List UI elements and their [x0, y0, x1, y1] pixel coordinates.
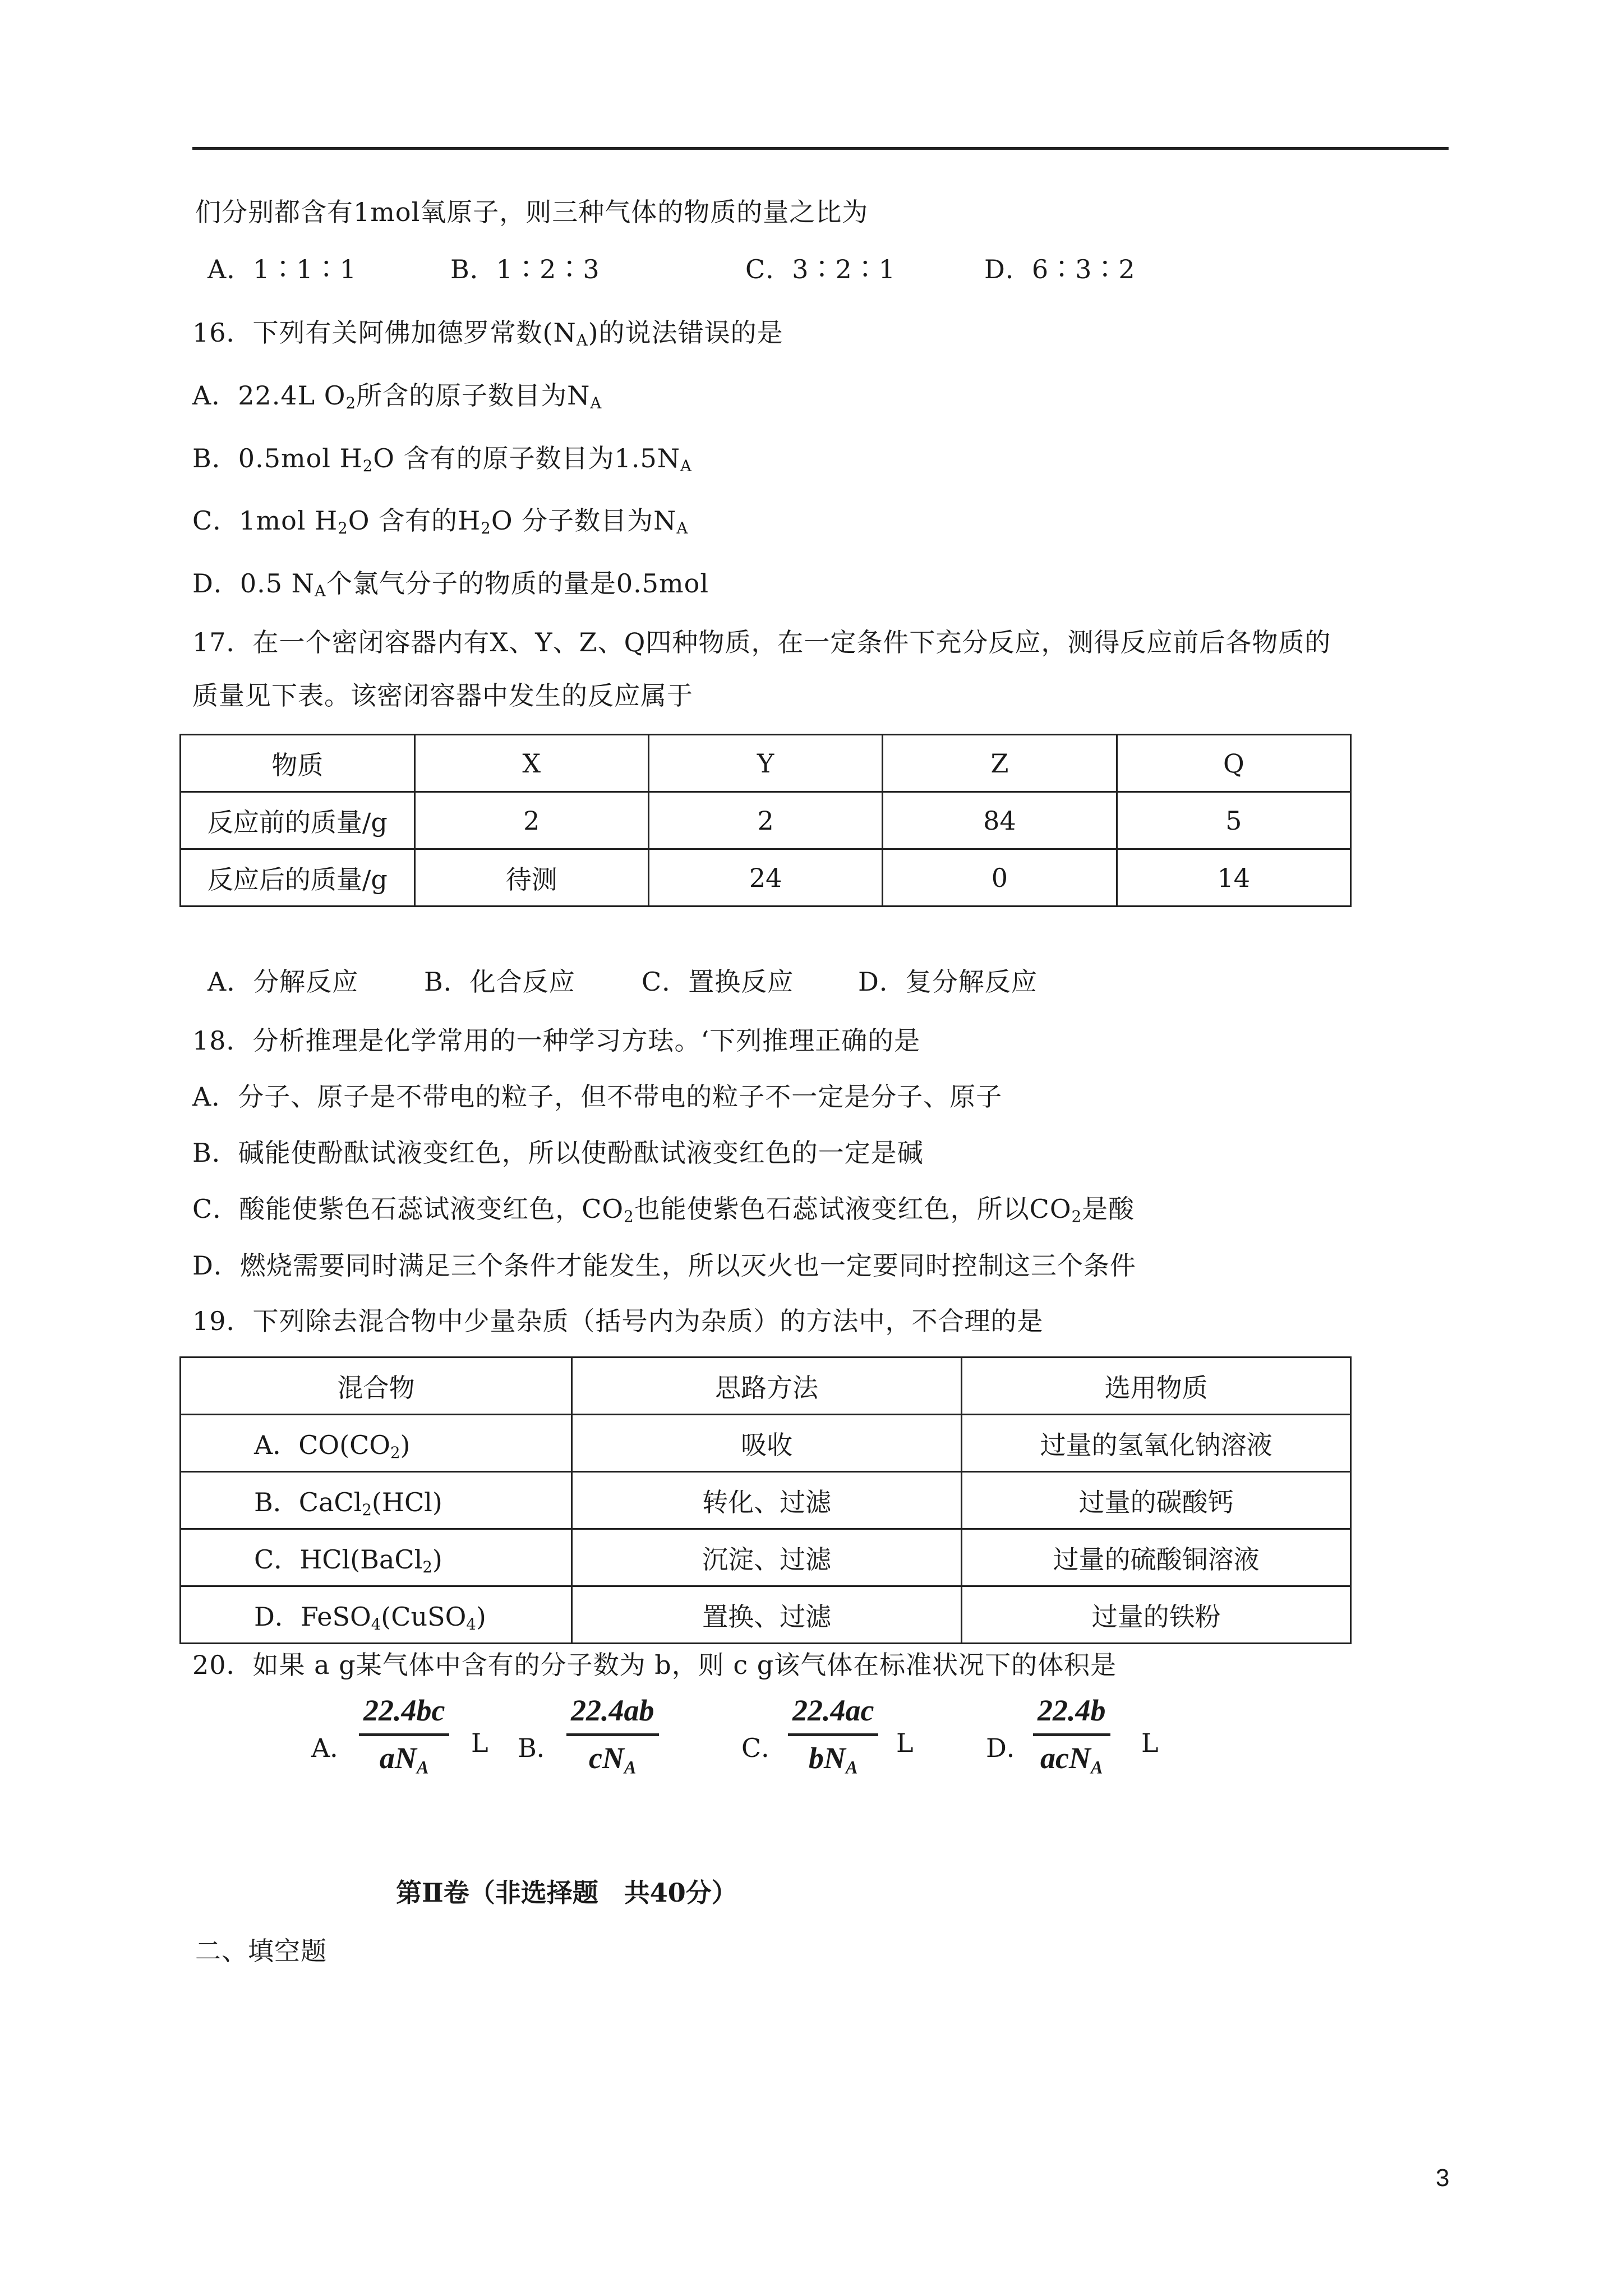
q20-option-c-label: C． [741, 1733, 787, 1763]
table-cell: X [414, 735, 648, 792]
table-cell: 沉淀、过滤 [572, 1529, 962, 1586]
table-row [181, 1472, 1351, 1529]
q16-option-d: D．0.5 $N_A$个氯气分子的物质的量是0.5mol [192, 568, 709, 600]
q17-option-d: D．复分解反应 [858, 967, 1038, 997]
q20-option-d-label: D． [986, 1733, 1032, 1763]
q20-option-d-unit: L [1141, 1728, 1159, 1758]
table-cell: 思路方法 [572, 1358, 962, 1415]
q20-option-c-fraction: 22.4ac $bN_A$ [788, 1693, 878, 1775]
q18-option-c: C．酸能使紫色石蕊试液变红色，$CO_2$也能使紫色石蕊试液变红色，所以$CO_2$是酸 [192, 1194, 1135, 1226]
table-cell: 吸收 [572, 1415, 962, 1472]
table-row [181, 1529, 1351, 1586]
table-cell: Y [648, 735, 882, 792]
q18-option-b: B．碱能使酚酞试液变红色，所以使酚酞试液变红色的一定是碱 [192, 1138, 924, 1168]
q20-option-b-label: B． [518, 1733, 562, 1763]
q20-stem: 20．如果 a g某气体中含有的分子数为 b，则 c g该气体在标准状况下的体积是 [192, 1650, 1117, 1680]
table-header-row [181, 1358, 1351, 1415]
q17-option-a: A．分解反应 [208, 967, 359, 997]
q20-option-b-fraction: 22.4ab $cN_A$ [566, 1693, 659, 1775]
table-cell: 14 [1117, 849, 1350, 907]
table-cell: Z [883, 735, 1117, 792]
table-cell: 过量的铁粉 [962, 1586, 1351, 1644]
q20-option-c-unit: L [896, 1728, 914, 1758]
table-cell: Q [1117, 735, 1350, 792]
q20-option-a-unit: L [471, 1728, 488, 1758]
q15-option-b: B．1∶2∶3 [450, 254, 600, 284]
q19-purification-table [179, 1356, 1352, 1644]
table-cell: 0 [883, 849, 1117, 907]
header-rule [192, 147, 1449, 150]
q15-option-a: A．1∶1∶1 [208, 254, 357, 284]
table-row [181, 1415, 1351, 1472]
q16-option-a: A．22.4L $O_2$所含的原子数目为$N_A$ [192, 380, 602, 412]
q20-option-a-label: A． [311, 1733, 356, 1763]
table-cell: D．FeSO$_4$(CuSO$_4$) [181, 1586, 572, 1644]
table-cell: 过量的硫酸铜溶液 [962, 1529, 1351, 1586]
q16-stem: 16．下列有关阿佛加德罗常数$(N_A)$的说法错误的是 [192, 318, 783, 349]
table-cell: 反应后的质量/g [181, 849, 415, 907]
q17-stem-line1: 17．在一个密闭容器内有X、Y、Z、Q四种物质，在一定条件下充分反应，测得反应前后各物质的 [192, 627, 1331, 657]
table-cell: C．HCl(BaCl$_2$) [181, 1529, 572, 1586]
table-row [181, 792, 1351, 849]
table-cell: 置换、过滤 [572, 1586, 962, 1644]
table-cell: 84 [883, 792, 1117, 849]
q15-option-c: C．3∶2∶1 [745, 254, 896, 284]
table-cell: 选用物质 [962, 1358, 1351, 1415]
table-cell: 过量的碳酸钙 [962, 1472, 1351, 1529]
q16-option-b: B．0.5mol $H_2O$ 含有的原子数目为$1.5N_A$ [192, 443, 692, 475]
table-row [181, 1586, 1351, 1644]
table-cell: 反应前的质量/g [181, 792, 415, 849]
table-row [181, 849, 1351, 907]
table-cell: 转化、过滤 [572, 1472, 962, 1529]
q18-option-d: D．燃烧需要同时满足三个条件才能发生，所以灭火也一定要同时控制这三个条件 [192, 1250, 1136, 1281]
section-ii-title: 第Ⅱ卷（非选择题 共40分） [396, 1878, 737, 1908]
table-cell: 混合物 [181, 1358, 572, 1415]
table-cell: 2 [648, 792, 882, 849]
q18-option-a: A．分子、原子是不带电的粒子，但不带电的粒子不一定是分子、原子 [192, 1082, 1003, 1112]
q18-stem: 18．分析推理是化学常用的一种学习方珐。‘下列推理正确的是 [192, 1025, 921, 1056]
q20-option-d-fraction: 22.4b acN$_A$ [1033, 1693, 1110, 1775]
q16-option-c: C．1mol $H_2O$ 含有的$H_2O$ 分子数目为$N_A$ [192, 505, 689, 537]
table-cell: 2 [414, 792, 648, 849]
q17-mass-table [179, 734, 1352, 907]
q19-stem: 19．下列除去混合物中少量杂质（括号内为杂质）的方法中，不合理的是 [192, 1306, 1044, 1336]
continued-question-text: 们分别都含有1mol氧原子，则三种气体的物质的量之比为 [195, 197, 869, 227]
table-cell: B．CaCl$_2$(HCl) [181, 1472, 572, 1529]
table-cell: 5 [1117, 792, 1350, 849]
q17-stem-line2: 质量见下表。该密闭容器中发生的反应属于 [192, 680, 693, 711]
table-cell: A．$CO(CO_2)$ [181, 1415, 572, 1472]
table-cell: 待测 [414, 849, 648, 907]
table-cell: 24 [648, 849, 882, 907]
table-header-row [181, 735, 1351, 792]
q17-option-b: B．化合反应 [424, 967, 575, 997]
page-number: 3 [1436, 2164, 1450, 2192]
section-fill-in-heading: 二、填空题 [195, 1936, 327, 1966]
table-cell: 物质 [181, 735, 415, 792]
q20-option-a-fraction: 22.4bc $aN_A$ [359, 1693, 449, 1775]
q17-option-c: C．置换反应 [642, 967, 794, 997]
table-cell: 过量的氢氧化钠溶液 [962, 1415, 1351, 1472]
q15-option-d: D．6∶3∶2 [984, 254, 1136, 284]
